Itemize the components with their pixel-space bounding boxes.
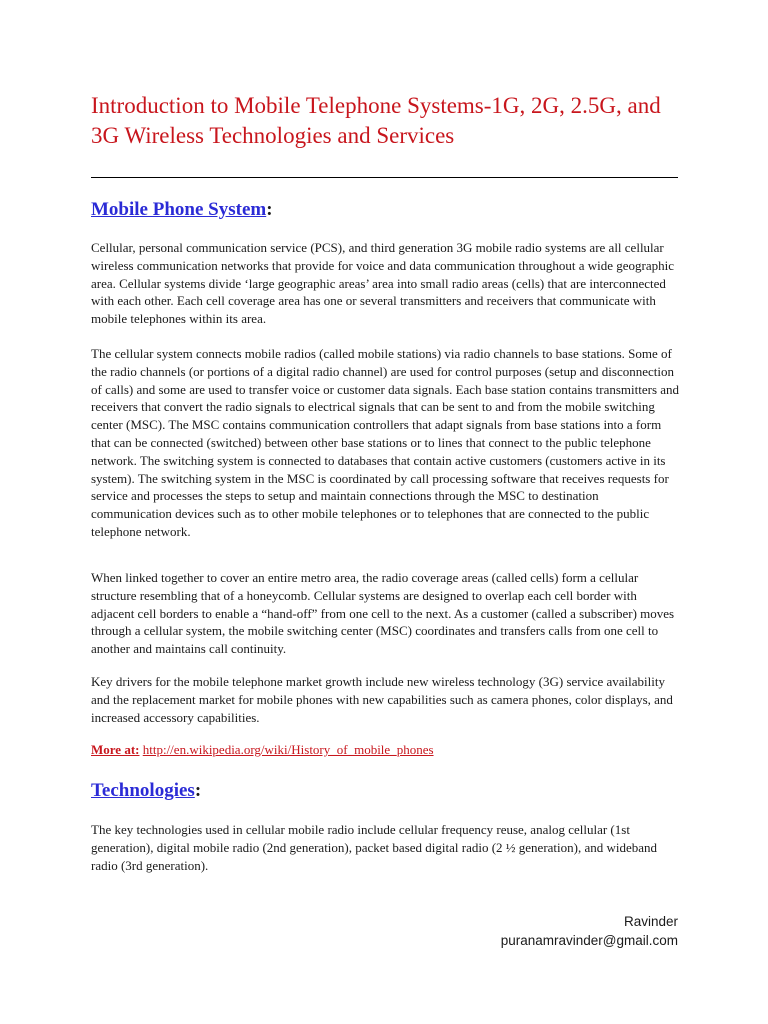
section-heading-mobile-phone-system <box>91 198 273 222</box>
wikipedia-link[interactable]: http://en.wikipedia.org/wiki/History_of_mobile_phones <box>142 742 434 757</box>
paragraph-key-drivers: Key drivers for the mobile telephone market growth include new wireless technology (3G) service availability and the replacement market for mobile phones with new capabilities such as camera phones, color displays, and increased accessory capabilities. <box>91 674 673 725</box>
heading-colon: : <box>266 199 273 220</box>
author-name: Ravinder <box>623 914 678 929</box>
paragraph-cellular-system: The cellular system connects mobile radios (called mobile stations) via radio channels to base stations. Some of the radio channels (or portions of a digital radio channel) are used for control purposes (setup and disconnection of calls) and some are used to transfer voice or customer data signals. Each base station contains transmitters and receivers that convert the radio signals to electrical signals that can be sent to and from the mobile switching center (MSC). The MSC contains communication controllers that adapt signals from base stations into a form that can be connected (switched) between other base stations or to lines that connect to the public telephone network. The switching system is connected to databases that contain active customers (customers active in its system). The switching system in the MSC is coordinated by call processing software that receives requests for service and processes the steps to setup and maintain connections through the MSC to destination communication devices such as to other mobile telephones or to telephones that are connected to the public telephone network. <box>91 346 680 539</box>
author-email: puranamravinder@gmail.com <box>500 933 678 948</box>
section-heading-link[interactable]: Mobile Phone System <box>91 199 267 220</box>
more-at-label: More at: <box>91 742 140 757</box>
title-divider <box>91 177 678 178</box>
section-heading-link[interactable]: Technologies <box>91 780 195 801</box>
paragraph-honeycomb: When linked together to cover an entire metro area, the radio coverage areas (called cells) form a cellular structure resembling that of a honeycomb. Cellular systems are designed to overlap each cell border with adjacent cell borders to enable a “hand-off” from one cell to the next. As a customer (called a subscriber) moves through a cellular system, the mobile switching center (MSC) coordinates and transfers calls from one cell to another and maintains call continuity. <box>91 570 675 657</box>
heading-colon: : <box>194 780 202 801</box>
document-title: Introduction to Mobile Telephone Systems-1G, 2G, 2.5G, and 3G Wireless Technologies and Services <box>91 93 661 148</box>
more-at-line <box>91 741 434 758</box>
section-heading-technologies <box>91 779 201 803</box>
paragraph-key-technologies: The key technologies used in cellular mobile radio include cellular frequency reuse, analog cellular (1st generation), digital mobile radio (2nd generation), packet based digital radio (2 ½ generation), and wideband radio (3rd generation). <box>91 822 658 873</box>
paragraph-cellular-overview: Cellular, personal communication service (PCS), and third generation 3G mobile radio systems are all cellular wireless communication networks that provide for voice and data communication throughout a wide geographic area. Cellular systems divide ‘large geographic areas’ area into small radio areas (cells) that are interconnected with each other. Each cell coverage area has one or several transmitters and receivers that communicate with mobile telephones within its area. <box>91 240 675 327</box>
